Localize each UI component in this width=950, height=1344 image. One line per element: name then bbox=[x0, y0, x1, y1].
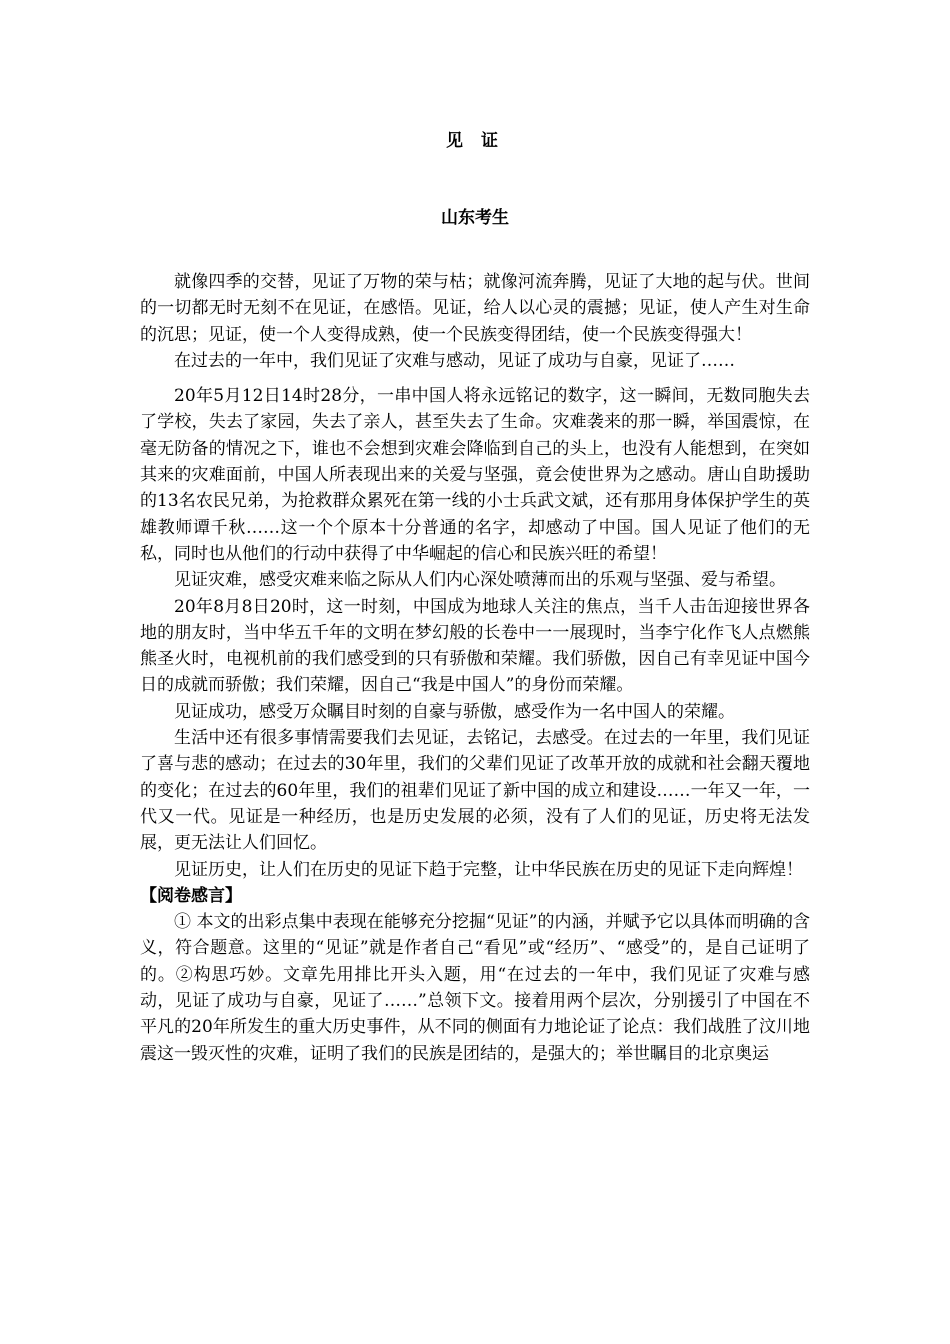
paragraph-olympics: 20年8月8日20时，这一时刻，中国成为地球人关注的焦点，当千人击缶迎接世界各地的朋友时，当中华五千年的文明在梦幻般的长卷中一一展现时，当李宁化作飞人点燃熊熊圣火时，电视机前的我们感受到的只有骄傲和荣耀。我们骄傲，因自己有幸见证中国今日的成就而骄傲；我们荣耀，因自己“我是中国人”的身份而荣耀。 bbox=[140, 596, 810, 696]
review-paragraph: ① 本文的出彩点集中表现在能够充分挖掘“见证”的内涵，并赋予它以具体而明确的含义，符合题意。这里的“见证”就是作者自己“看见”或“经历”、“感受”的，是自己证明了的。②构思巧妙。文章先用排比开头入题，用“在过去的一年中，我们见证了灾难与感动，见证了成功与自豪，见证了……”总领下文。接着用两个层次，分别援引了中国在不平凡的20年所发生的重大历史事件，从不同的侧面有力地论证了论点：我们战胜了汶川地震这一毁灭性的灾难，证明了我们的民族是团结的，是强大的；举世瞩目的北京奥运 bbox=[140, 912, 810, 1064]
document-title: 见 证 bbox=[446, 131, 504, 151]
document-author: 山东考生 bbox=[441, 208, 509, 228]
paragraph-conclusion: 见证历史，让人们在历史的见证下趋于完整，让中华民族在历史的见证下走向辉煌！ bbox=[174, 859, 803, 880]
paragraph-earthquake: 20年5月12日14时28分，一串中国人将永远铭记的数字，这一瞬间，无数同胞失去了学校，失去了家园，失去了亲人，甚至失去了生命。灾难袭来的那一瞬，举国震惊，在毫无防备的情况之下，谁也不会想到灾难会降临到自己的头上，也没有人能想到，在突如其来的灾难面前，中国人所表现出来的关爱与坚强，竟会使世界为之感动。唐山自助援助的13名农民兄弟，为抢救群众累死在第一线的小士兵武文斌，还有那用身体保护学生的英雄教师谭千秋……这一个个原本十分普通的名字，却感动了中国。国人见证了他们的无私，同时也从他们的行动中获得了中华崛起的信心和民族兴旺的希望！ bbox=[140, 386, 810, 564]
review-heading: 【阅卷感言】 bbox=[140, 885, 242, 906]
paragraph-life: 生活中还有很多事情需要我们去见证，去铭记，去感受。在过去的一年里，我们见证了喜与悲的感动；在过去的30年里，我们的父辈们见证了改革开放的成就和社会翻天覆地的变化；在过去的60年里，我们的祖辈们见证了新中国的成立和建设……一年又一年，一代又一代。见证是一种经历，也是历史发展的必须，没有了人们的见证，历史将无法发展，更无法让人们回忆。 bbox=[140, 728, 810, 854]
paragraph-overview: 在过去的一年中，我们见证了灾难与感动，见证了成功与自豪，见证了…… bbox=[174, 350, 735, 371]
paragraph-witness-success: 见证成功，感受万众瞩目时刻的自豪与骄傲，感受作为一名中国人的荣耀。 bbox=[174, 701, 735, 722]
paragraph-witness-disaster: 见证灾难，感受灾难来临之际从人们内心深处喷薄而出的乐观与坚强、爱与希望。 bbox=[174, 570, 786, 591]
document-body bbox=[140, 269, 810, 1067]
paragraph-intro: 就像四季的交替，见证了万物的荣与枯；就像河流奔腾，见证了大地的起与伏。世间的一切都无时无刻不在见证，在感悟。见证，给人以心灵的震撼；见证，使人产生对生命的沉思；见证，使一个人变得成熟，使一个民族变得团结，使一个民族变得强大！ bbox=[140, 272, 810, 345]
